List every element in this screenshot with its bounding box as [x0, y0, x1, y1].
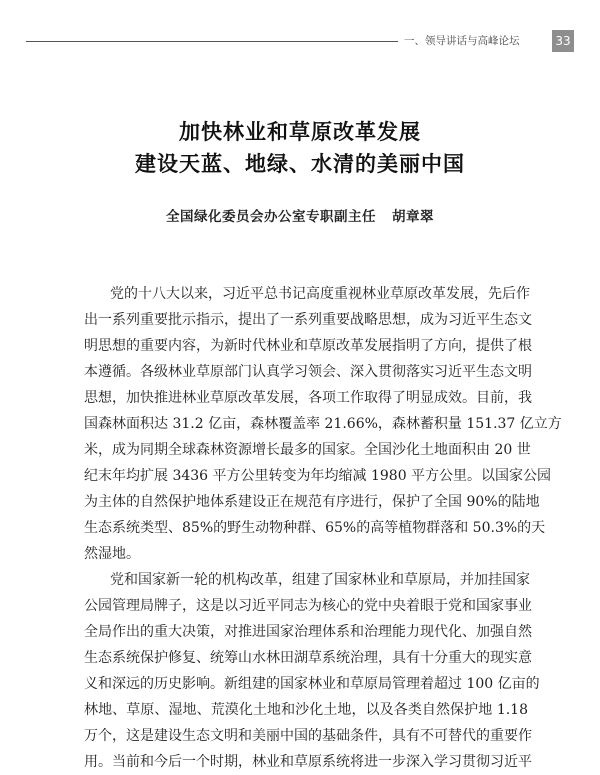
paragraph-line: 全局作出的重大决策，对推进国家治理体系和治理能力现代化、加强自然: [84, 624, 532, 640]
paragraph-line: 党和国家新一轮的机构改革，组建了国家林业和草原局，并加挂国家: [110, 572, 530, 588]
paragraph-line: 公园管理局牌子，这是以习近平同志为核心的党中央着眼于党和国家事业: [84, 598, 532, 614]
paragraph-line: 生态系统类型、85%的野生动物种群、65%的高等植物群落和 50.3%的天: [84, 520, 546, 536]
author-line: [0, 205, 600, 225]
paragraph-line: 思想，加快推进林业草原改革发展，各项工作取得了明显成效。目前，我: [84, 390, 532, 406]
section-title: 一、领导讲话与高峰论坛: [404, 35, 520, 47]
paragraph-line: 然湿地。: [84, 546, 140, 562]
author-name: 胡章翠: [392, 209, 434, 225]
paragraph-line: 义和深远的历史影响。新组建的国家林业和草原局管理着超过 100 亿亩的: [84, 676, 540, 692]
article-title-line-2: 建设天蓝、地绿、水清的美丽中国: [135, 151, 465, 176]
header-rule: [26, 41, 398, 42]
paragraph-line: 本遵循。各级林业草原部门认真学习领会、深入贯彻落实习近平生态文明: [84, 364, 532, 380]
paragraph-line: 纪末年均扩展 3436 平方公里转变为年均缩减 1980 平方公里。以国家公园: [84, 468, 552, 484]
running-header: [26, 30, 574, 54]
paragraph-line: 明思想的重要内容，为新时代林业和草原改革发展指明了方向，提供了根: [84, 338, 532, 354]
page-number: 33: [552, 30, 574, 52]
author-role: 全国绿化委员会办公室专职副主任: [166, 209, 376, 225]
paragraph-line: 为主体的自然保护地体系建设正在规范有序进行，保护了全国 90%的陆地: [84, 494, 540, 510]
paragraph-line: 生态系统保护修复、统筹山水林田湖草系统治理，具有十分重大的现实意: [84, 650, 532, 666]
paragraph-line: 万个，这是建设生态文明和美丽中国的基础条件，具有不可替代的重要作: [84, 728, 532, 744]
paragraph-line: 米，成为同期全球森林资源增长最多的国家。全国沙化土地面积由 20 世: [84, 442, 531, 458]
paragraph-line: 党的十八大以来，习近平总书记高度重视林业草原改革发展，先后作: [110, 286, 530, 302]
paragraph-line: 出一系列重要批示指示，提出了一系列重要战略思想，成为习近平生态文: [84, 312, 532, 328]
paragraph-line: 用。当前和今后一个时期，林业和草原系统将进一步深入学习贯彻习近平: [84, 754, 532, 770]
paragraph-line: 国森林面积达 31.2 亿亩，森林覆盖率 21.66%，森林蓄积量 151.37 亿立方: [84, 416, 562, 432]
paragraph-line: 林地、草原、湿地、荒漠化土地和沙化土地，以及各类自然保护地 1.18: [84, 702, 528, 718]
article-title-line-1: 加快林业和草原改革发展: [179, 119, 421, 144]
